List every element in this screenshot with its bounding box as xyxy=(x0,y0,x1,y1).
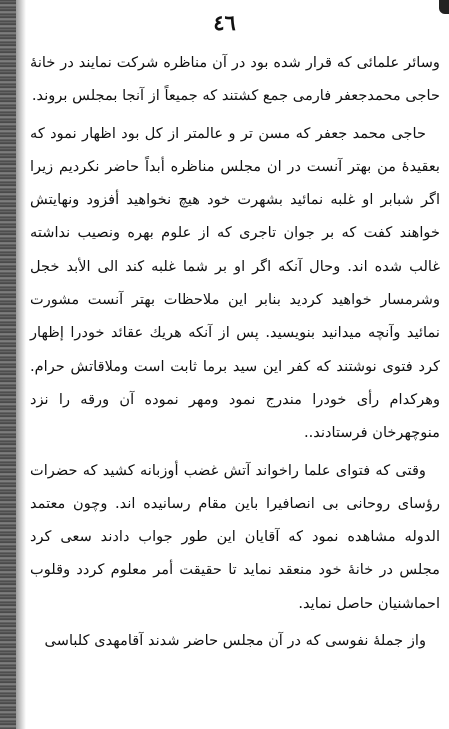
body-text xyxy=(30,46,440,661)
paragraph-2: حاجی محمد جعفر که مسن تر و عالمتر از کل بود اظهار نمود که بعقیدهٔ من بهتر آنست در ان مجلس مناظره أبداً حاضر نکردیم زیرا اگر شبابر او غلبه نمائید بشهرت خود هیچ نخواهید أفزود ونهایتش خواهند کفت که بر جوان تاجری که از علوم بهره ونصیب نداشته غالب شده اند. وحال آنکه اگر او بر شما غلبه کند الی الأبد خجل وشرمسار خواهید کردید بنابر این ملاحظات بهتر آنست مشورت نمائید وآنچه میدانید بنویسید. پس از آنکه هریك عقائد خودرا إظهار کرد فتوی نوشتند که کفر این سید برما ثابت است وملاقاتش حرام. وهرکدام رأی خودرا مندرج نمود ومهر نموده آن ورقه را نزد منوچهرخان فرستادند.. xyxy=(30,124,440,442)
page-binding-shadow xyxy=(0,0,16,729)
paragraph-1: وسائر علمائی که قرار شده بود در آن مناظره شرکت نمایند در خانهٔ حاجی محمدجعفر فارمی جمع کشتند که جمیعاً از آنجا بمجلس بروند. xyxy=(30,54,440,105)
binding-fade xyxy=(16,0,26,729)
page-number: ٤٦ xyxy=(213,10,236,35)
paragraph-3: وقتی که فتوای علما راخواند آتش غضب أوزبانه کشید که حضرات رؤسای روحانی بی انصافیرا باین مقام رسانیده اند. وچون معتمد الدوله مشاهده نمود که آقایان این طور جواب دادند سعی کرد مجلس در خانهٔ خود منعقد نماید تا حقیقت أمر معلوم کردد وقلوب احماشنیان حاصل نماید. xyxy=(30,461,440,612)
paragraph-4: واز جملهٔ نفوسی که در آن مجلس حاضر شدند آقامهدی کلباسی xyxy=(44,632,426,650)
